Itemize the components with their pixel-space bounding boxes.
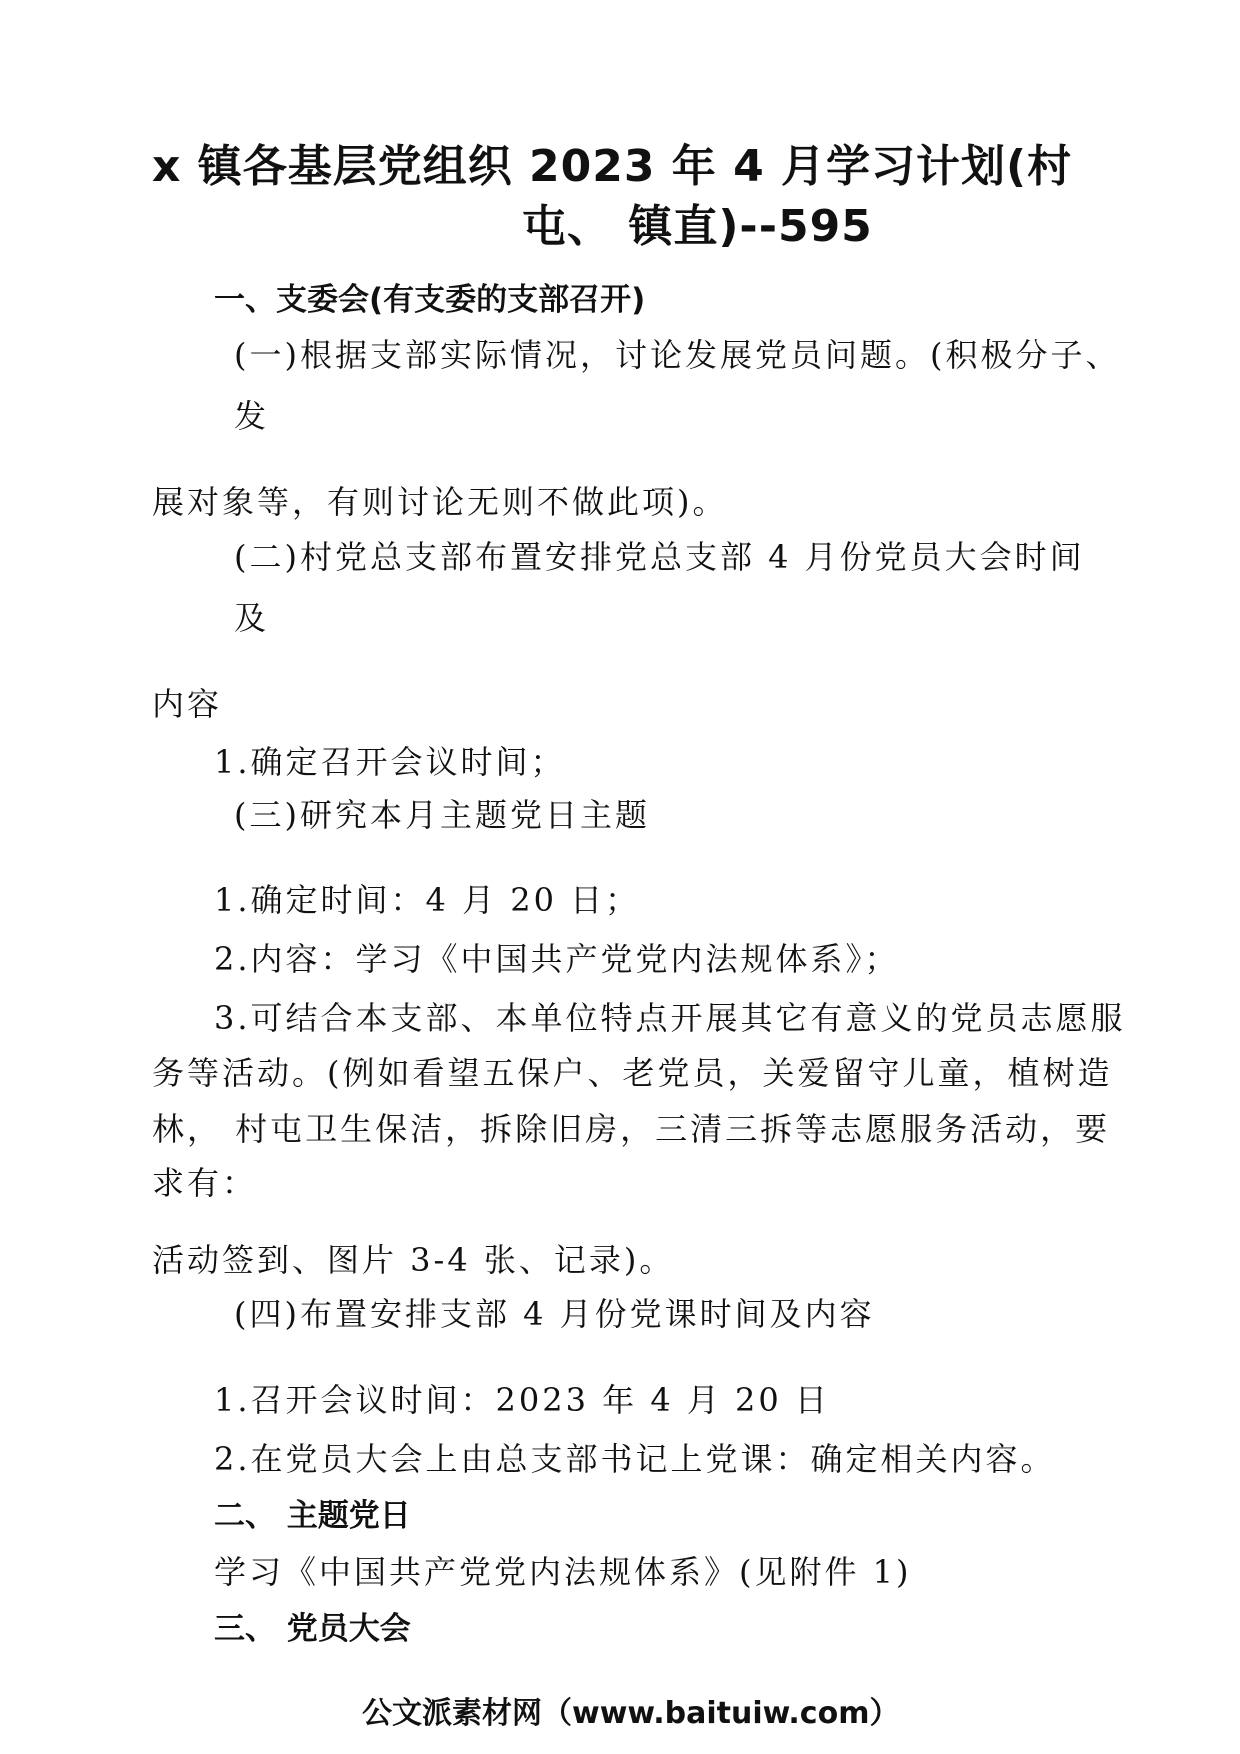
item-3-sub-3-line-2: 务等活动。(例如看望五保户、老党员，关爱留守儿童，植树造 — [152, 1054, 1113, 1092]
item-1-line-2: 发 — [234, 397, 270, 435]
item-2-line-1: (二)村党总支部布置安排党总支部 4 月份党员大会时间 — [234, 538, 1085, 576]
document-title-line-1: x 镇各基层党组织 2023 年 4 月学习计划(村 — [152, 141, 1073, 192]
item-2-line-3: 内容 — [152, 685, 223, 723]
section-2-heading: 二、 主题党日 — [214, 1498, 411, 1534]
item-3-sub-3-line-3: 林， 村屯卫生保洁，拆除旧房，三清三拆等志愿服务活动，要 — [152, 1110, 1111, 1148]
section-3-heading: 三、 党员大会 — [214, 1611, 411, 1647]
document-title-line-2: 屯、 镇直)--595 — [522, 201, 873, 252]
item-2-line-2: 及 — [234, 599, 270, 637]
item-2-sub-1: 1.确定召开会议时间； — [214, 743, 566, 781]
item-3-sub-3-line-1: 3.可结合本支部、本单位特点开展其它有意义的党员志愿服 — [214, 999, 1126, 1037]
item-3-line-1: (三)研究本月主题党日主题 — [234, 796, 650, 834]
item-3-sub-3-line-4: 求有： — [152, 1164, 258, 1202]
item-3-sub-2: 2.内容：学习《中国共产党党内法规体系》； — [214, 940, 900, 978]
item-4-sub-1: 1.召开会议时间：2023 年 4 月 20 日 — [214, 1381, 830, 1419]
item-1-line-3: 展对象等，有则讨论无则不做此项)。 — [152, 483, 728, 521]
footer-source-link[interactable]: 公文派素材网（www.baituiw.com） — [362, 1696, 900, 1731]
item-4-sub-2: 2.在党员大会上由总支部书记上党课：确定相关内容。 — [214, 1440, 1056, 1478]
item-4-line-1: (四)布置安排支部 4 月份党课时间及内容 — [234, 1295, 875, 1333]
section-1-heading: 一、支委会(有支委的支部召开) — [214, 282, 646, 318]
item-3-sub-1: 1.确定时间：4 月 20 日； — [214, 881, 641, 919]
section-2-text: 学习《中国共产党党内法规体系》(见附件 1) — [214, 1553, 912, 1591]
item-3-sub-3-line-5: 活动签到、图片 3-4 张、记录)。 — [152, 1241, 675, 1279]
item-1-line-1: (一)根据支部实际情况，讨论发展党员问题。(积极分子、 — [234, 336, 1121, 374]
